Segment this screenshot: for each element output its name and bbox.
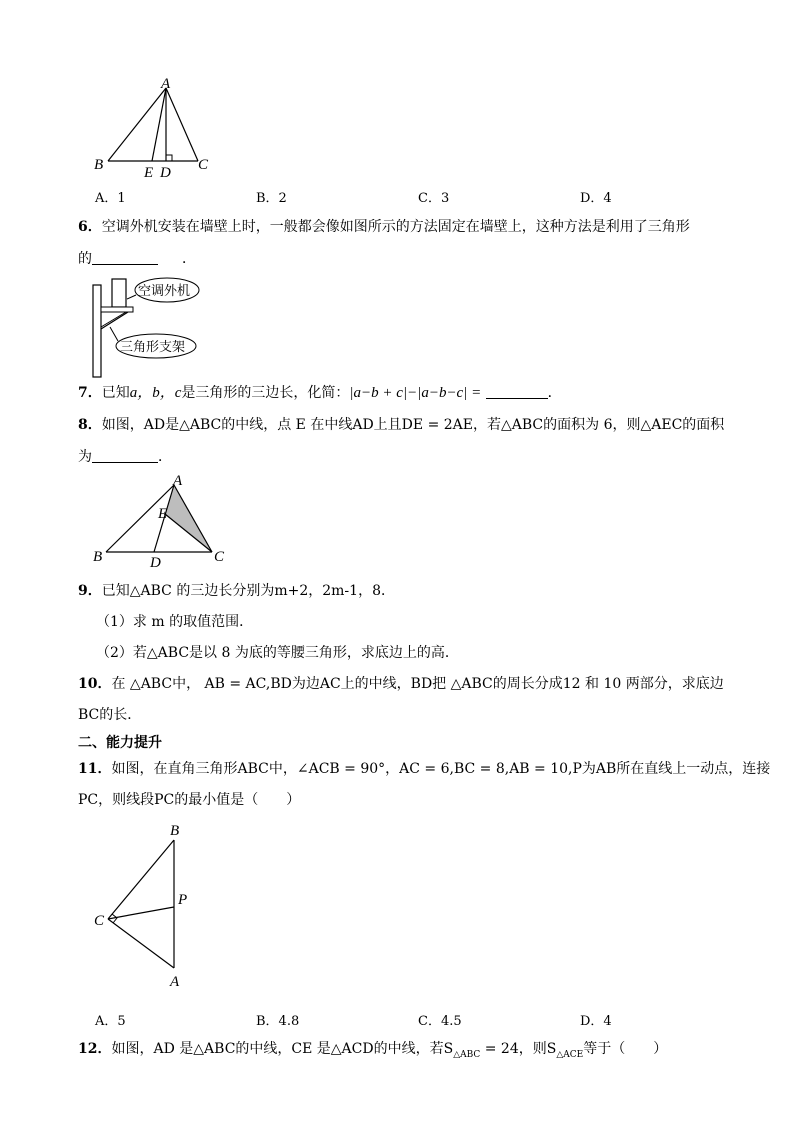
q10-line1	[78, 674, 724, 694]
q7-text-b: 是三角形的三边长，化简：	[181, 385, 350, 401]
q6-text: 空调外机安装在墙壁上时，一般都会像如图所示的方法固定在墙壁上，这种方法是利用了三角形	[101, 219, 690, 235]
q8-answer-blank[interactable]	[92, 448, 158, 463]
q11-line1	[78, 759, 770, 779]
label-b: B	[170, 823, 180, 839]
label-e: E	[158, 506, 168, 522]
q8-number: 8．	[78, 417, 102, 433]
q6-number: 6．	[78, 219, 102, 235]
q5-option-d: D．4	[580, 191, 612, 206]
q12-subscript-ace: △ACE	[556, 1049, 584, 1060]
q9-text: 已知△ABC 的三边长分别为m+2，2m-1，8．	[101, 583, 395, 599]
q8-text: 如图，AD是△ABC的中线，点 E 在中线AD上且DE = 2AE，若△ABC的面积为 6，则△AEC的面积	[101, 417, 725, 433]
q8-period: ．	[158, 449, 172, 465]
q11-option-a: A．5	[95, 1014, 126, 1029]
q7-period: ．	[547, 385, 562, 401]
q10-text: 在 △ABC中， AB = AC,BD为边AC上的中线，BD把 △ABC的周长分成12 和 10 两部分，求底边	[111, 676, 724, 692]
q5-option-a: A．1	[95, 191, 126, 206]
q9-sub2: （2）若△ABC是以 8 为底的等腰三角形，求底边上的高．	[96, 645, 459, 661]
label-a: A	[173, 473, 183, 489]
label-c: C	[214, 549, 225, 565]
label-d: D	[150, 555, 161, 571]
q8-line2	[78, 447, 172, 467]
figure-q5-triangle	[90, 76, 220, 181]
callout-ac-unit: 空调外机	[138, 284, 191, 299]
q8-prefix: 为	[78, 449, 92, 465]
label-c: C	[94, 913, 105, 929]
q12-text: 如图，AD 是△ABC的中线，CE 是△ACD的中线，若S	[111, 1041, 454, 1057]
q9-number: 9．	[78, 583, 102, 599]
q7-number: 7．	[78, 385, 102, 401]
label-a: A	[161, 76, 171, 92]
q6-line2	[78, 249, 196, 269]
q10-line2: BC的长．	[78, 707, 142, 723]
q11-option-c: C．4.5	[418, 1014, 462, 1029]
figure-q8-triangle	[88, 472, 233, 572]
q10-number: 10．	[78, 676, 112, 692]
q6-prefix: 的	[78, 251, 92, 267]
q11-line2: PC，则线段PC的最小值是（ ）	[78, 792, 301, 808]
q7-vars: a，b，c	[129, 385, 182, 401]
figure-q6-ac-unit	[88, 275, 208, 380]
section-heading: 二、能力提升	[78, 735, 162, 751]
label-c: C	[198, 157, 209, 173]
label-a: A	[170, 974, 180, 990]
q7-line	[78, 383, 562, 403]
q5-option-b: B．2	[256, 191, 287, 206]
q9-line1	[78, 581, 395, 601]
q9-sub1: （1）求 m 的取值范围．	[96, 614, 254, 630]
q12-text-end: 等于（ ）	[583, 1041, 668, 1057]
q11-option-d: D．4	[580, 1014, 612, 1029]
label-e: E	[144, 165, 154, 181]
q11-text: 如图，在直角三角形ABC中，∠ACB = 90°，AC = 6,BC = 8,AB = 10,P为AB所在直线上一动点，连接	[111, 761, 771, 777]
q12-number: 12．	[78, 1041, 112, 1057]
q7-expression: |a−b + c|−|a−b−c| =	[349, 385, 482, 401]
q6-period: ．	[182, 251, 196, 267]
label-d: D	[160, 165, 171, 181]
label-b: B	[94, 157, 104, 173]
q5-option-c: C．3	[418, 191, 450, 206]
q12-subscript-abc: △ABC	[453, 1049, 481, 1060]
q12-line	[78, 1039, 667, 1065]
q11-number: 11．	[78, 761, 112, 777]
label-p: P	[178, 892, 188, 908]
figure-q11-right-triangle	[90, 818, 200, 993]
q7-text-a: 已知	[101, 385, 130, 401]
q11-option-b: B．4.8	[256, 1014, 300, 1029]
label-b: B	[93, 549, 103, 565]
callout-triangle-bracket: 三角形支架	[120, 340, 186, 355]
q8-line1	[78, 415, 724, 435]
q6-line1	[78, 217, 690, 237]
q7-answer-blank[interactable]	[486, 384, 548, 399]
q6-answer-blank[interactable]	[92, 250, 158, 265]
q12-text-mid: = 24，则S	[480, 1041, 557, 1057]
